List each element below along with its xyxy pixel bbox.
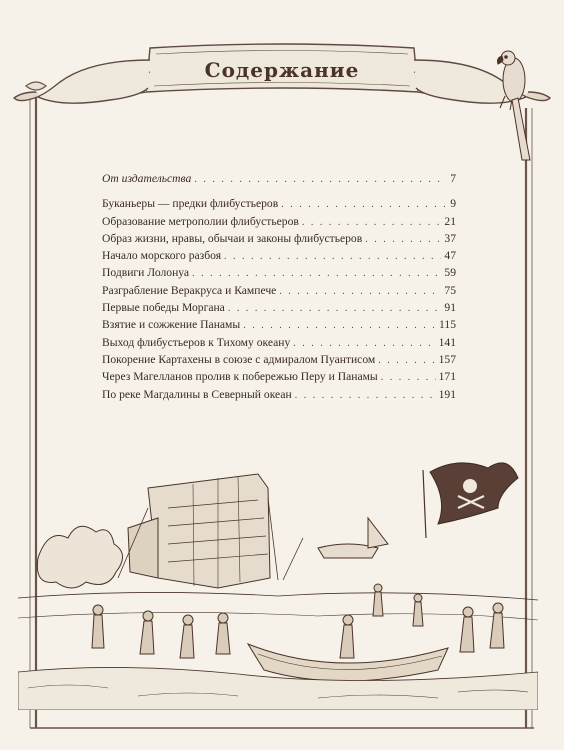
toc-entry[interactable] bbox=[102, 170, 456, 187]
toc-page-number: 75 bbox=[444, 283, 456, 297]
toc-entry-title: Начало морского разбоя bbox=[102, 249, 222, 263]
toc-entry-title: Через Магелланов пролив к побережью Перу и Панамы bbox=[102, 370, 378, 384]
toc-leader-dots bbox=[293, 335, 435, 352]
toc-leader-dots bbox=[281, 196, 445, 213]
toc-entry-title: По реке Магдалины в Северный океан bbox=[102, 387, 292, 401]
smoke-cloud bbox=[37, 526, 122, 588]
toc-entry[interactable] bbox=[102, 213, 456, 230]
toc-entry[interactable] bbox=[102, 386, 456, 403]
toc-page-number: 157 bbox=[438, 352, 456, 366]
toc-entry-title: Образ жизни, нравы, обычаи и законы флибустьеров bbox=[102, 231, 363, 245]
toc-leader-dots bbox=[228, 300, 442, 317]
toc-entry[interactable] bbox=[102, 316, 456, 333]
toc-entry[interactable] bbox=[102, 351, 456, 368]
toc-leader-dots bbox=[365, 231, 441, 248]
toc-leader-dots bbox=[381, 369, 436, 386]
toc-entry-title: Взятие и сожжение Панамы bbox=[102, 318, 241, 332]
toc-leader-dots bbox=[378, 352, 435, 369]
page-title: Содержание bbox=[204, 58, 360, 82]
toc-entry-title: Первые победы Моргана bbox=[102, 301, 225, 315]
toc-entry-title: Выход флибустьеров к Тихому океану bbox=[102, 335, 291, 349]
toc-page-number: 21 bbox=[444, 214, 456, 228]
toc-page-number: 115 bbox=[439, 318, 456, 332]
toc-leader-dots bbox=[302, 214, 442, 231]
jolly-roger-flag bbox=[430, 463, 518, 524]
toc-entry-title: Образование метрополии флибустьеров bbox=[102, 214, 299, 228]
toc-entry[interactable] bbox=[102, 334, 456, 351]
toc-entry[interactable] bbox=[102, 282, 456, 299]
toc-entry-title: Подвиги Лолонуа bbox=[102, 266, 190, 280]
toc-page-number: 7 bbox=[450, 172, 456, 185]
toc-entry[interactable] bbox=[102, 299, 456, 316]
toc-leader-dots bbox=[279, 283, 441, 300]
toc-leader-dots bbox=[243, 317, 436, 334]
toc-entry[interactable] bbox=[102, 247, 456, 264]
toc-entry[interactable] bbox=[102, 195, 456, 212]
toc-entry[interactable] bbox=[102, 230, 456, 247]
toc-entry-title: От издательства bbox=[102, 172, 192, 185]
toc-page-number: 191 bbox=[438, 387, 456, 401]
toc-leader-dots bbox=[224, 248, 441, 265]
toc-page-number: 91 bbox=[444, 301, 456, 315]
toc-entry[interactable] bbox=[102, 264, 456, 281]
toc-page-number: 47 bbox=[444, 249, 456, 263]
toc-entry-title: Буканьеры — предки флибустьеров bbox=[102, 197, 279, 211]
toc-page-number: 37 bbox=[444, 231, 456, 245]
toc-entry-title: Разграбление Веракруса и Кампече bbox=[102, 283, 277, 297]
toc-leader-dots bbox=[192, 265, 441, 282]
pirate-scene-illustration bbox=[18, 448, 538, 710]
table-of-contents bbox=[102, 170, 456, 403]
toc-page-number: 141 bbox=[438, 335, 456, 349]
toc-leader-dots bbox=[295, 387, 436, 404]
toc-leader-dots bbox=[194, 171, 445, 188]
toc-entry[interactable] bbox=[102, 368, 456, 385]
toc-page-number: 9 bbox=[450, 197, 456, 211]
toc-page-number: 59 bbox=[444, 266, 456, 280]
toc-entry-title: Покорение Картахены в союзе с адмиралом Пуантисом bbox=[102, 352, 376, 366]
galleon-ship bbox=[148, 474, 270, 588]
toc-page-number: 171 bbox=[438, 370, 456, 384]
